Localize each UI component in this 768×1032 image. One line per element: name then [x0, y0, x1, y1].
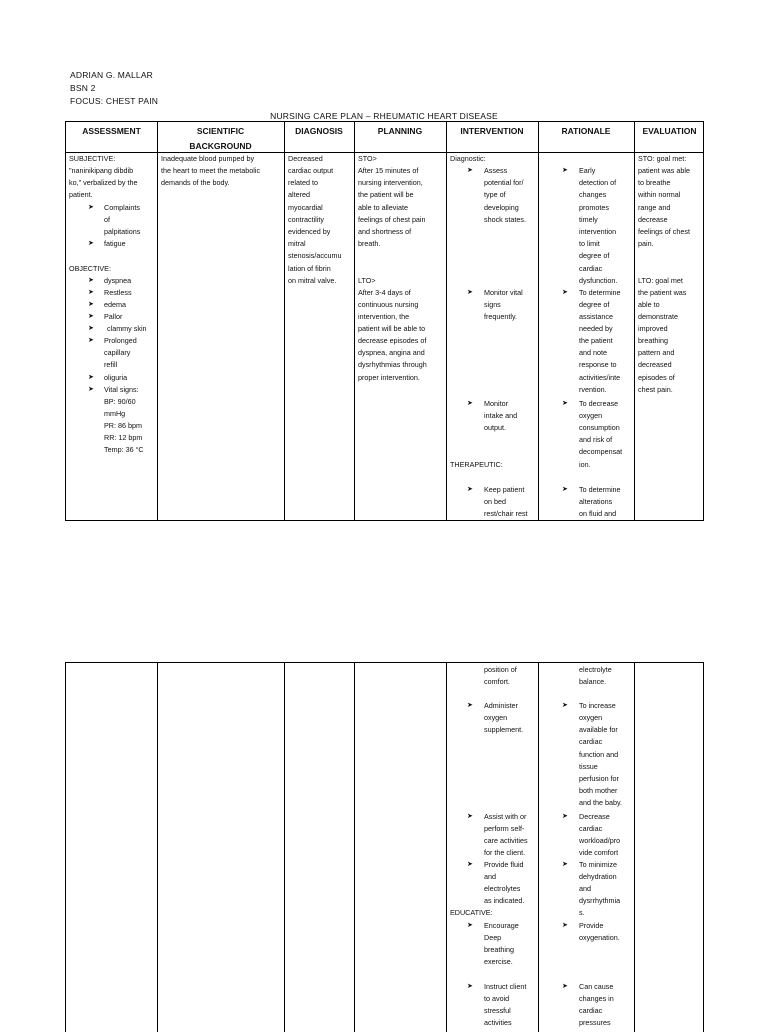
- rationale-text: assistance: [579, 312, 613, 321]
- evaluation-text: able to: [638, 300, 660, 309]
- bullet-arrow-icon: ➤: [562, 400, 568, 407]
- intervention-text: activities: [484, 1018, 512, 1027]
- bullet-arrow-icon: ➤: [562, 922, 568, 929]
- assessment-item: Complaints: [104, 203, 140, 212]
- evaluation-text: within normal: [638, 190, 681, 199]
- vital-sign: Temp: 36 °C: [104, 445, 144, 454]
- rationale-text: To determine: [579, 288, 621, 297]
- bullet-arrow-icon: ➤: [467, 983, 473, 990]
- intervention-text: for the client.: [484, 848, 526, 857]
- evaluation-text: pattern and: [638, 348, 675, 357]
- intervention-text: care activities: [484, 836, 528, 845]
- diagnosis-text: myocardial: [288, 203, 323, 212]
- bullet-arrow-icon: ➤: [562, 289, 568, 296]
- evaluation-text: decrease: [638, 215, 668, 224]
- assessment-item: Prolonged: [104, 336, 137, 345]
- rationale-text: To minimize: [579, 860, 617, 869]
- rationale-text: electrolyte: [579, 665, 612, 674]
- rationale-text: available for: [579, 725, 618, 734]
- assessment-item: edema: [104, 300, 126, 309]
- document-title: NURSING CARE PLAN – RHEUMATIC HEART DISEASE: [270, 111, 498, 121]
- rationale-text: oxygenation.: [579, 933, 620, 942]
- intervention-text: electrolytes: [484, 884, 521, 893]
- rationale-text: and: [579, 884, 591, 893]
- rationale-text: dehydration: [579, 872, 617, 881]
- bullet-arrow-icon: ➤: [467, 702, 473, 709]
- evaluation-text: decreased: [638, 360, 672, 369]
- assessment-item: palpitations: [104, 227, 141, 236]
- bullet-arrow-icon: ➤: [467, 861, 473, 868]
- planning-text: After 15 minutes of: [358, 166, 419, 175]
- rationale-text: response to: [579, 360, 617, 369]
- rationale-text: cardiac: [579, 824, 603, 833]
- bullet-arrow-icon: ➤: [88, 277, 94, 284]
- header-planning: PLANNING: [377, 126, 423, 136]
- evaluation-text: improved: [638, 324, 668, 333]
- diagnosis-text: altered: [288, 190, 310, 199]
- evaluation-text: patient was able: [638, 166, 690, 175]
- column-divider: [157, 122, 158, 520]
- rationale-text: intervention: [579, 227, 617, 236]
- bullet-arrow-icon: ➤: [88, 374, 94, 381]
- header-assessment: ASSESSMENT: [82, 126, 141, 136]
- rationale-text: vide comfort: [579, 848, 619, 857]
- rationale-text: alterations: [579, 497, 613, 506]
- intervention-text: frequently.: [484, 312, 518, 321]
- intervention-text: on bed: [484, 497, 506, 506]
- diagnostic-label: Diagnostic:: [450, 154, 486, 163]
- rationale-text: timely: [579, 215, 598, 224]
- patient-quote: "naninikipang dibdib: [69, 166, 134, 175]
- bullet-arrow-icon: ➤: [467, 400, 473, 407]
- column-divider: [354, 663, 355, 1032]
- header-rationale: RATIONALE: [561, 126, 611, 136]
- care-plan-table-page1: [65, 121, 704, 521]
- planning-text: dysrhythmias through: [358, 360, 427, 369]
- diagnosis-text: on mitral valve.: [288, 276, 337, 285]
- column-divider: [446, 663, 447, 1032]
- header-background: BACKGROUND: [189, 141, 252, 151]
- column-divider: [446, 122, 447, 520]
- planning-text: intervention, the: [358, 312, 410, 321]
- intervention-text: Assist with or: [484, 812, 527, 821]
- patient-quote: ko," verbalized by the: [69, 178, 138, 187]
- intervention-text: potential for/: [484, 178, 524, 187]
- bullet-arrow-icon: ➤: [467, 289, 473, 296]
- bullet-arrow-icon: ➤: [467, 922, 473, 929]
- rationale-text: s.: [579, 908, 585, 917]
- rationale-text: balance.: [579, 677, 607, 686]
- assessment-item: dyspnea: [104, 276, 132, 285]
- column-divider: [634, 122, 635, 520]
- rationale-text: Decrease: [579, 812, 610, 821]
- intervention-text: to avoid: [484, 994, 510, 1003]
- header-diagnosis: DIAGNOSIS: [295, 126, 343, 136]
- intervention-text: exercise.: [484, 957, 513, 966]
- intervention-text: breathing: [484, 945, 514, 954]
- planning-text: patient will be able to: [358, 324, 426, 333]
- evaluation-text: pain.: [638, 239, 654, 248]
- assessment-item: oliguria: [104, 373, 128, 382]
- therapeutic-label: THERAPEUTIC:: [450, 460, 503, 469]
- planning-sto-label: STO>: [358, 154, 377, 163]
- header-scientific: SCIENTIFIC: [196, 126, 245, 136]
- planning-lto-label: LTO>: [358, 276, 376, 285]
- rationale-text: consumption: [579, 423, 620, 432]
- intervention-text: developing: [484, 203, 519, 212]
- rationale-text: and note: [579, 348, 607, 357]
- evaluation-text: to breathe: [638, 178, 671, 187]
- evaluation-text: feelings of chest: [638, 227, 690, 236]
- rationale-text: activities/inte: [579, 373, 621, 382]
- planning-text: nursing intervention,: [358, 178, 423, 187]
- evaluation-text: demonstrate: [638, 312, 678, 321]
- background-text: demands of the body.: [161, 178, 230, 187]
- bullet-arrow-icon: ➤: [562, 813, 568, 820]
- intervention-text: output.: [484, 423, 506, 432]
- vital-sign: BP: 90/60: [104, 397, 136, 406]
- intervention-text: Assess: [484, 166, 508, 175]
- column-divider: [284, 122, 285, 520]
- intervention-text: Provide fluid: [484, 860, 524, 869]
- rationale-text: tissue: [579, 762, 598, 771]
- planning-text: breath.: [358, 239, 381, 248]
- rationale-text: ion.: [579, 460, 591, 469]
- assessment-item: fatigue: [104, 239, 126, 248]
- planning-text: decrease episodes of: [358, 336, 427, 345]
- rationale-text: cardiac: [579, 737, 603, 746]
- assessment-item: Vital signs:: [104, 385, 139, 394]
- bullet-arrow-icon: ➤: [88, 289, 94, 296]
- bullet-arrow-icon: ➤: [88, 325, 94, 332]
- evaluation-text: range and: [638, 203, 671, 212]
- intervention-text: supplement.: [484, 725, 524, 734]
- rationale-text: changes: [579, 190, 607, 199]
- column-divider: [354, 122, 355, 520]
- diagnosis-text: evidenced by: [288, 227, 331, 236]
- rationale-text: Can cause: [579, 982, 614, 991]
- planning-text: able to alleviate: [358, 203, 408, 212]
- intervention-text: Keep patient: [484, 485, 525, 494]
- column-divider: [538, 663, 539, 1032]
- bullet-arrow-icon: ➤: [562, 861, 568, 868]
- bullet-arrow-icon: ➤: [88, 313, 94, 320]
- assessment-item: capillary: [104, 348, 131, 357]
- header-intervention: INTERVENTION: [460, 126, 524, 136]
- rationale-text: To increase: [579, 701, 616, 710]
- bullet-arrow-icon: ➤: [88, 337, 94, 344]
- rationale-text: and risk of: [579, 435, 613, 444]
- intervention-text: signs: [484, 300, 501, 309]
- assessment-item: of: [104, 215, 110, 224]
- evaluation-text: episodes of: [638, 373, 675, 382]
- care-plan-table-page2: [65, 662, 704, 1032]
- intervention-text: Monitor: [484, 399, 508, 408]
- rationale-text: To decrease: [579, 399, 619, 408]
- assessment-item: Restless: [104, 288, 132, 297]
- planning-text: feelings of chest pain: [358, 215, 426, 224]
- bullet-arrow-icon: ➤: [88, 386, 94, 393]
- rationale-text: cardiac: [579, 1006, 603, 1015]
- background-text: Inadequate blood pumped by: [161, 154, 255, 163]
- rationale-text: promotes: [579, 203, 609, 212]
- intervention-text: and: [484, 872, 496, 881]
- patient-quote: patient.: [69, 190, 93, 199]
- bullet-arrow-icon: ➤: [88, 301, 94, 308]
- diagnosis-text: lation of fibrin: [288, 264, 331, 273]
- evaluation-sto: STO: goal met:: [638, 154, 687, 163]
- evaluation-text: breathing: [638, 336, 668, 345]
- header-scientific-background: [157, 124, 284, 154]
- intervention-text: comfort.: [484, 677, 510, 686]
- rationale-text: Early: [579, 166, 596, 175]
- intervention-text: perform self-: [484, 824, 525, 833]
- rationale-text: oxygen: [579, 713, 603, 722]
- rationale-text: and the baby.: [579, 798, 623, 807]
- rationale-text: dysfunction.: [579, 276, 618, 285]
- bullet-arrow-icon: ➤: [467, 813, 473, 820]
- rationale-text: needed by: [579, 324, 613, 333]
- bullet-arrow-icon: ➤: [562, 983, 568, 990]
- rationale-text: degree of: [579, 300, 610, 309]
- header-evaluation: EVALUATION: [642, 126, 697, 136]
- rationale-text: oxygen: [579, 411, 603, 420]
- intervention-text: position of: [484, 665, 517, 674]
- rationale-text: workload/pro: [579, 836, 621, 845]
- assessment-item: Pallor: [104, 312, 123, 321]
- bullet-arrow-icon: ➤: [562, 167, 568, 174]
- intervention-text: stressful: [484, 1006, 511, 1015]
- intervention-text: as indicated.: [484, 896, 525, 905]
- bullet-arrow-icon: ➤: [88, 204, 94, 211]
- rationale-text: function and: [579, 750, 619, 759]
- educative-label: EDUCATIVE:: [450, 908, 493, 917]
- rationale-text: perfusion for: [579, 774, 619, 783]
- student-name: ADRIAN G. MALLAR: [70, 70, 154, 80]
- intervention-text: intake and: [484, 411, 518, 420]
- rationale-text: detection of: [579, 178, 617, 187]
- intervention-text: Administer: [484, 701, 518, 710]
- rationale-text: decompensat: [579, 447, 623, 456]
- planning-text: dyspnea, angina and: [358, 348, 425, 357]
- diagnosis-text: stenosis/accumu: [288, 251, 342, 260]
- rationale-text: changes in: [579, 994, 614, 1003]
- rationale-text: cardiac: [579, 264, 603, 273]
- rationale-text: dysrrhythmia: [579, 896, 621, 905]
- rationale-text: To determine: [579, 485, 621, 494]
- planning-text: After 3-4 days of: [358, 288, 411, 297]
- planning-text: proper intervention.: [358, 373, 420, 382]
- rationale-text: on fluid and: [579, 509, 617, 518]
- planning-text: and shortness of: [358, 227, 412, 236]
- rationale-text: to limit: [579, 239, 600, 248]
- rationale-text: pressures: [579, 1018, 611, 1027]
- course-label: BSN 2: [70, 83, 96, 93]
- intervention-text: Monitor vital: [484, 288, 523, 297]
- vital-sign: RR: 12 bpm: [104, 433, 143, 442]
- rationale-text: the patient: [579, 336, 613, 345]
- rationale-text: Provide: [579, 921, 604, 930]
- evaluation-text: the patient was: [638, 288, 687, 297]
- column-divider: [284, 663, 285, 1032]
- intervention-text: Encourage: [484, 921, 519, 930]
- objective-label: OBJECTIVE:: [69, 264, 111, 273]
- vital-sign: mmHg: [104, 409, 126, 418]
- rationale-text: both mother: [579, 786, 618, 795]
- intervention-text: type of: [484, 190, 506, 199]
- rationale-text: rvention.: [579, 385, 607, 394]
- bullet-arrow-icon: ➤: [88, 240, 94, 247]
- evaluation-lto: LTO: goal met: [638, 276, 683, 285]
- evaluation-text: chest pain.: [638, 385, 673, 394]
- vital-sign: PR: 86 bpm: [104, 421, 142, 430]
- column-divider: [538, 122, 539, 520]
- rationale-text: degree of: [579, 251, 610, 260]
- subjective-label: SUBJECTIVE:: [69, 154, 116, 163]
- intervention-text: Deep: [484, 933, 502, 942]
- planning-text: the patient will be: [358, 190, 414, 199]
- bullet-arrow-icon: ➤: [562, 486, 568, 493]
- bullet-arrow-icon: ➤: [562, 702, 568, 709]
- diagnosis-text: Decreased: [288, 154, 323, 163]
- assessment-item: clammy skin: [107, 324, 147, 333]
- diagnosis-text: cardiac output: [288, 166, 334, 175]
- bullet-arrow-icon: ➤: [467, 167, 473, 174]
- intervention-text: Instruct client: [484, 982, 527, 991]
- assessment-item: refill: [104, 360, 118, 369]
- planning-text: continuous nursing: [358, 300, 419, 309]
- bullet-arrow-icon: ➤: [467, 486, 473, 493]
- column-divider: [157, 663, 158, 1032]
- background-text: the heart to meet the metabolic: [161, 166, 261, 175]
- focus-label: FOCUS: CHEST PAIN: [70, 96, 159, 106]
- diagnosis-text: related to: [288, 178, 318, 187]
- intervention-text: shock states.: [484, 215, 526, 224]
- diagnosis-text: contractility: [288, 215, 324, 224]
- intervention-text: oxygen: [484, 713, 508, 722]
- column-divider: [634, 663, 635, 1032]
- diagnosis-text: mitral: [288, 239, 306, 248]
- intervention-text: rest/chair rest: [484, 509, 528, 518]
